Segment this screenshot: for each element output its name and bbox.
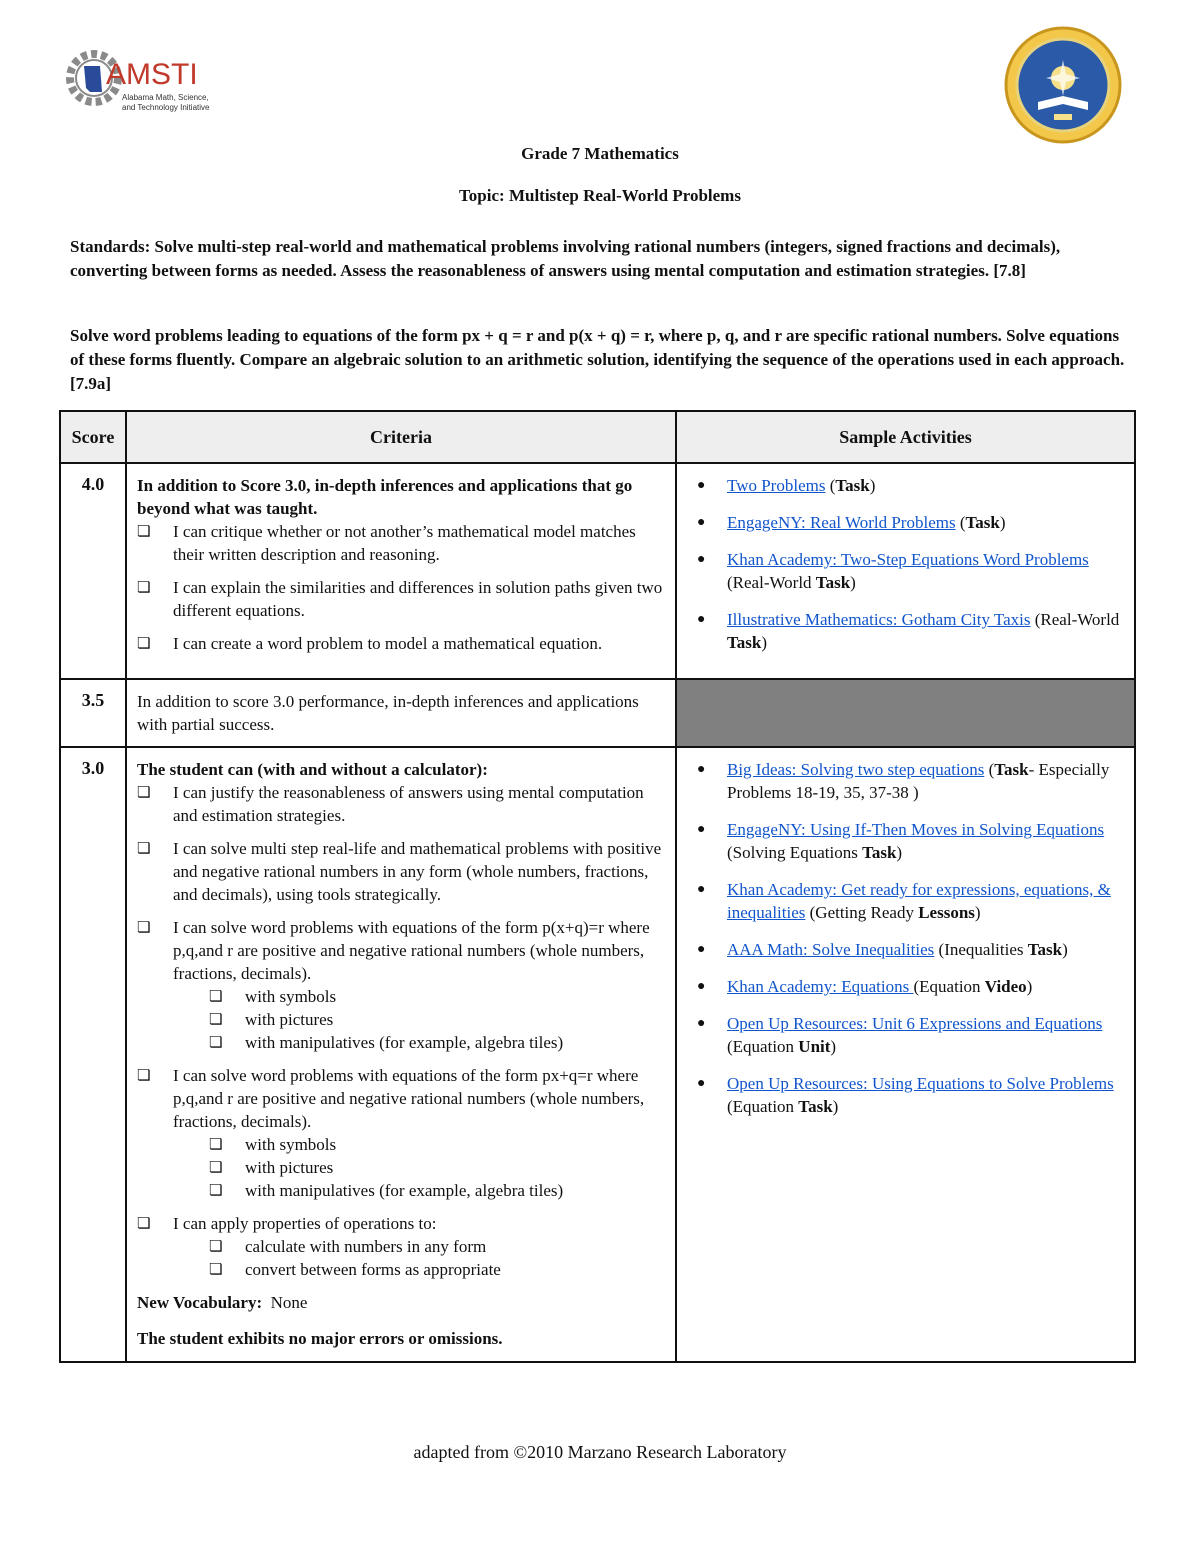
activity-item: ● Big Ideas: Solving two step equations (Task- Especially Problems 18-19, 35, 37-38 ) xyxy=(697,760,1110,802)
checkbox-icon: ❏ xyxy=(137,1066,151,1084)
bullet-icon: ● xyxy=(697,612,706,627)
checkbox-icon: ❏ xyxy=(209,1237,223,1255)
checkbox-icon: ❏ xyxy=(209,1010,223,1028)
activity-item: ● Open Up Resources: Unit 6 Expressions and Equations (Equation Unit) xyxy=(697,1014,1103,1056)
checkbox-icon: ❏ xyxy=(137,839,151,857)
header-criteria: Criteria xyxy=(126,411,676,463)
checkbox-icon: ❏ xyxy=(137,783,151,801)
activity-link[interactable]: Big Ideas: Solving two step equations xyxy=(727,760,985,779)
activity-item: ● Open Up Resources: Using Equations to Solve Problems (Equation Task) xyxy=(697,1074,1114,1116)
bullet-icon: ● xyxy=(697,762,706,777)
activity-link[interactable]: EngageNY: Using If-Then Moves in Solving Equations xyxy=(727,820,1105,839)
amsti-logo-text: AMSTI xyxy=(106,58,198,91)
checkbox-icon: ❏ xyxy=(209,1181,223,1199)
checkbox-icon: ❏ xyxy=(209,1033,223,1051)
activity-item: ● EngageNY: Real World Problems (Task) xyxy=(697,513,1006,532)
activity-link[interactable]: Two Problems xyxy=(727,476,826,495)
new-vocabulary xyxy=(137,1291,665,1315)
checkbox-icon: ❏ xyxy=(209,1260,223,1278)
checklist-item: ❏ I can justify the reasonableness of answers using mental computation and estimation strategies. xyxy=(137,783,644,825)
checklist-subitem: ❏ convert between forms as appropriate xyxy=(209,1260,501,1279)
rubric-table xyxy=(59,410,1136,1363)
checklist-subitem: ❏ with manipulatives (for example, algebra tiles) xyxy=(209,1033,564,1052)
activity-link[interactable]: AAA Math: Solve Inequalities xyxy=(727,940,935,959)
activity-link[interactable]: EngageNY: Real World Problems xyxy=(727,513,956,532)
activity-item: ● EngageNY: Using If-Then Moves in Solving Equations (Solving Equations Task) xyxy=(697,820,1105,862)
checkbox-icon: ❏ xyxy=(137,522,151,540)
checkbox-icon: ❏ xyxy=(137,918,151,936)
table-row xyxy=(60,679,1135,747)
checklist-subitem: ❏ with pictures xyxy=(209,1010,334,1029)
activity-item: ● Khan Academy: Two-Step Equations Word Problems (Real-World Task) xyxy=(697,550,1089,592)
checkbox-icon: ❏ xyxy=(137,578,151,596)
bullet-icon: ● xyxy=(697,942,706,957)
bullet-icon: ● xyxy=(697,515,706,530)
bullet-icon: ● xyxy=(697,552,706,567)
bullet-icon: ● xyxy=(697,979,706,994)
state-seal-logo xyxy=(1004,26,1122,144)
table-row xyxy=(60,463,1135,679)
amsti-logo-subtext-1: Alabama Math, Science, xyxy=(122,93,209,102)
final-statement: The student exhibits no major errors or omissions. xyxy=(137,1329,503,1348)
activity-item: ● Khan Academy: Equations (Equation Video) xyxy=(697,977,1033,996)
score-3-5: 3.5 xyxy=(60,679,126,747)
checkbox-icon: ❏ xyxy=(209,1135,223,1153)
amsti-logo-subtext-2: and Technology Initiative xyxy=(122,103,210,112)
activity-item: ● Khan Academy: Get ready for expressions, equations, & inequalities (Getting Ready Lessons) xyxy=(697,880,1111,922)
bullet-icon: ● xyxy=(697,1076,706,1091)
standards-paragraph-1: Standards: Solve multi-step real-world and mathematical problems involving rational numbers (integers, signed fractions and decimals), converting between forms as needed. Assess the reasonableness of answers using mental computation and estimation strategies. [7.8] xyxy=(70,237,1061,280)
checklist-subitem: ❏ with symbols xyxy=(209,1135,337,1154)
table-row xyxy=(60,747,1135,1362)
checkbox-icon: ❏ xyxy=(209,1158,223,1176)
criteria-3-5: In addition to score 3.0 performance, in-depth inferences and applications with partial success. xyxy=(126,679,676,747)
amsti-logo xyxy=(60,44,220,122)
checklist-item: ❏ I can apply properties of operations to: ❏ calculate with numbers in any form ❏ convert between forms as appropriate xyxy=(137,1212,665,1281)
criteria-4-0 xyxy=(126,463,676,679)
activity-link[interactable]: Illustrative Mathematics: Gotham City Taxis xyxy=(727,610,1031,629)
table-header-row xyxy=(60,411,1135,463)
bullet-icon: ● xyxy=(697,822,706,837)
checkbox-icon: ❏ xyxy=(209,987,223,1005)
checkbox-icon: ❏ xyxy=(137,1214,151,1232)
vocab-label: New Vocabulary: xyxy=(137,1293,263,1312)
checklist-subitem: ❏ with manipulatives (for example, algebra tiles) xyxy=(209,1181,564,1200)
header-sample-activities: Sample Activities xyxy=(676,411,1135,463)
checklist-item: ❏ I can solve word problems with equations of the form p(x+q)=r where p,q,and r are positive and negative rational numbers (whole numbers, fractions, decimals). ❏ with symbols ❏ with pictures ❏ with manipulatives (for example, algebra tiles) xyxy=(137,916,665,1054)
bullet-icon: ● xyxy=(697,882,706,897)
activity-item: ● Illustrative Mathematics: Gotham City Taxis (Real-World Task) xyxy=(697,610,1120,652)
vocab-value: None xyxy=(270,1293,308,1312)
activity-item: ● AAA Math: Solve Inequalities (Inequalities Task) xyxy=(697,940,1068,959)
checkbox-icon: ❏ xyxy=(137,634,151,652)
activity-item: ● Two Problems (Task) xyxy=(697,476,876,495)
score-3-0: 3.0 xyxy=(60,747,126,1362)
activities-4-0 xyxy=(676,463,1135,679)
activity-link[interactable]: Open Up Resources: Using Equations to Solve Problems xyxy=(727,1074,1114,1093)
checklist-item: ❏ I can solve multi step real-life and mathematical problems with positive and negative rational numbers in any form (whole numbers, fractions, and decimals), using tools strategically. xyxy=(137,839,662,904)
checklist-item: ❏ I can explain the similarities and differences in solution paths given two different equations. xyxy=(137,578,663,620)
activity-link[interactable]: Khan Academy: Two-Step Equations Word Problems xyxy=(727,550,1089,569)
score-4-0: 4.0 xyxy=(60,463,126,679)
footer-attribution: adapted from ©2010 Marzano Research Laboratory xyxy=(413,1442,787,1462)
standards-paragraph-2: Solve word problems leading to equations of the form px + q = r and p(x + q) = r, where p, q, and r are specific rational numbers. Solve equations of these forms fluently. Compare an algebraic solution to an arithmetic solution, identifying the sequence of the operations used in each approach. [7.9a] xyxy=(70,326,1125,393)
activity-link[interactable]: Open Up Resources: Unit 6 Expressions and Equations xyxy=(727,1014,1103,1033)
activities-3-0 xyxy=(676,747,1135,1362)
bullet-icon: ● xyxy=(697,478,706,493)
checklist-item: ❏ I can critique whether or not another’s mathematical model matches their written description and reasoning. xyxy=(137,522,636,564)
criteria-3-0 xyxy=(126,747,676,1362)
bullet-icon: ● xyxy=(697,1016,706,1031)
header-score: Score xyxy=(60,411,126,463)
checklist-subitem: ❏ with symbols xyxy=(209,987,337,1006)
checklist-item: ❏ I can solve word problems with equations of the form px+q=r where p,q,and r are positive and negative rational numbers (whole numbers, fractions, decimals). ❏ with symbols ❏ with pictures ❏ with manipulatives (for example, algebra tiles) xyxy=(137,1064,665,1202)
checklist-subitem: ❏ calculate with numbers in any form xyxy=(209,1237,487,1256)
checklist-subitem: ❏ with pictures xyxy=(209,1158,334,1177)
activity-link[interactable]: Khan Academy: Get ready for expressions, equations, & inequalities xyxy=(727,880,1111,922)
page-title: Grade 7 Mathematics xyxy=(521,144,679,163)
activity-link[interactable]: Khan Academy: Equations xyxy=(727,977,914,996)
criteria-heading: The student can (with and without a calculator): xyxy=(137,760,488,779)
topic-title: Topic: Multistep Real-World Problems xyxy=(459,186,741,205)
checklist-item: ❏ I can create a word problem to model a mathematical equation. xyxy=(137,634,603,653)
activities-3-5-empty xyxy=(676,679,1135,747)
criteria-heading: In addition to Score 3.0, in-depth inferences and applications that go beyond what was taught. xyxy=(137,476,633,518)
